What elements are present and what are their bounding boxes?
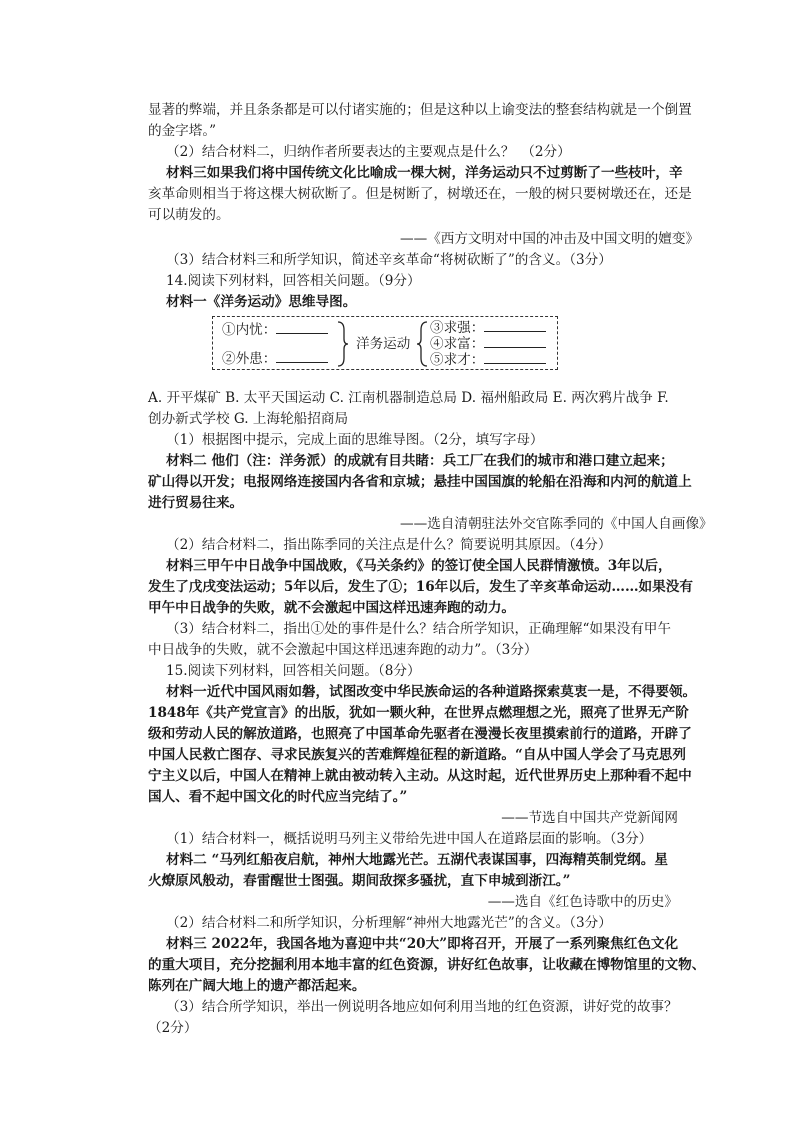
text-line: 中国人民救亡图存、寻求民族复兴的苦难辉煌征程的新道路。“自从中国人学会了马克思列 xyxy=(148,747,686,763)
text-line: 宁主义以后，中国人在精神上就由被动转入主动。从这时起，近代世界历史上那种看不起中 xyxy=(148,768,692,784)
answer-blank[interactable] xyxy=(276,320,328,334)
material-2-line: 材料二 他们（注：洋务派）的成就有目共睹：兵工厂在我们的城市和港口建立起来； xyxy=(166,453,674,469)
text-line: 发生了戊戌变法运动；5年以后，发生了①；16年以后，发生了辛亥革命运动……如果没有 xyxy=(148,579,693,595)
text-line: 的重大项目，充分挖掘利用本地丰富的红色资源，讲好红色故事，让收藏在博物馆里的文物、 xyxy=(148,957,706,973)
question-13-3: （3）结合材料三和所学知识，简述辛亥革命“将树砍断了”的含义。（3分） xyxy=(166,252,612,268)
text-line: 进行贸易往来。 xyxy=(148,495,244,511)
question-14-3: （3）结合材料二，指出①处的事件是什么？结合所学知识，正确理解“如果没有甲午 xyxy=(166,621,671,637)
text-line: （2分） xyxy=(148,1020,198,1036)
text-line: 陈列在广阔大地上的遗产都活起来。 xyxy=(148,978,366,994)
source-citation: ——节选自中国共产党新闻网 xyxy=(501,810,678,826)
mindmap-right-2-label: ④求富： xyxy=(430,336,485,352)
right-brace-icon xyxy=(336,320,350,368)
source-citation: ——《西方文明对中国的冲击及中国文明的嬗变》 xyxy=(400,231,700,247)
source-citation: ——选自《红色诗歌中的历史》 xyxy=(487,894,678,910)
options-line: 创办新式学校 G. 上海轮船招商局 xyxy=(148,411,349,427)
question-15-heading: 15.阅读下列材料，回答相关问题。（8分） xyxy=(166,663,421,679)
mindmap-left-2-label: ②外患： xyxy=(222,351,277,367)
mindmap-left-1-label: ①内忧： xyxy=(222,322,277,338)
mindmap-center: 洋务运动 xyxy=(356,336,411,352)
left-brace-icon xyxy=(415,320,429,368)
text-line: 中日战争的失败，就不会激起中国这样迅速奔跑的动力”。（3分） xyxy=(148,642,538,658)
mindmap-right-3-label: ⑤求才： xyxy=(430,352,485,368)
material-3-line: 材料三如果我们将中国传统文化比喻成一棵大树，洋务运动只不过剪断了一些枝叶，辛 xyxy=(166,165,683,181)
question-15-2: （2）结合材料二和所学知识，分析理解“神州大地露光芒”的含义。（3分） xyxy=(166,915,612,931)
question-14-2: （2）结合材料二，指出陈季同的关注点是什么？简要说明其原因。（4分） xyxy=(166,537,612,553)
text-line: 火燎原风般动，春雷醒世士图强。期间敌探多骚扰，直下申城到浙江。” xyxy=(148,873,571,889)
answer-blank[interactable] xyxy=(276,349,328,363)
text-line: 亥革命则相当于将这棵大树砍断了。但是树断了，树墩还在，一般的树只要树墩还在，还是 xyxy=(148,186,692,202)
question-14-heading: 14.阅读下列材料，回答相关问题。（9分） xyxy=(166,273,421,289)
text-line: 级和劳动人民的解放道路，也照亮了中国革命先驱者在漫漫长夜里摸索前行的道路，开辟了 xyxy=(148,726,692,742)
answer-blank[interactable] xyxy=(484,350,546,364)
text-line: 1848年《共产党宣言》的出版，犹如一颗火种，在世界点燃理想之光，照亮了世界无产阶 xyxy=(148,705,689,721)
question-15-3: （3）结合所学知识，举出一例说明各地应如何利用当地的红色资源，讲好党的故事？ xyxy=(166,999,678,1015)
mindmap-right-3 xyxy=(430,350,546,369)
question-13-2: （2）结合材料二，归纳作者所要表达的主要观点是什么？ （2分） xyxy=(166,144,571,160)
mindmap-left-1 xyxy=(222,320,328,339)
options-line: A. 开平煤矿 B. 太平天国运动 C. 江南机器制造总局 D. 福州船政局 E. 两次鸦片战争 F. xyxy=(148,390,669,406)
mindmap-left-2 xyxy=(222,349,328,368)
text-line: 国人、看不起中国文化的时代应当完结了。” xyxy=(148,789,408,805)
answer-blank[interactable] xyxy=(484,334,546,348)
question-14-1: （1）根据图中提示，完成上面的思维导图。（2分，填写字母） xyxy=(166,432,544,448)
material-1-line: 材料一近代中国风雨如磐，试图改变中华民族命运的各种道路探索莫衷一是，不得要领。 xyxy=(166,684,697,700)
answer-blank[interactable] xyxy=(484,318,546,332)
material-3-line: 材料三甲午中日战争中国战败，《马关条约》的签订使全国人民群情激愤。3年以后， xyxy=(166,558,672,574)
question-15-1: （1）结合材料一，概括说明马列主义带给先进中国人在道路层面的影响。（3分） xyxy=(166,831,653,847)
text-line: 甲午中日战争的失败，就不会激起中国这样迅速奔跑的动力。 xyxy=(148,600,516,616)
text-line: 矿山得以开发；电报网络连接国内各省和京城；悬挂中国国旗的轮船在沿海和内河的航道上 xyxy=(148,474,692,490)
text-line: 显著的弊端，并且条条都是可以付诸实施的；但是这种以上谕变法的整套结构就是一个倒置 xyxy=(148,102,692,118)
source-citation: ——选自清朝驻法外交官陈季同的《中国人自画像》 xyxy=(400,516,713,532)
material-1-line: 材料一《洋务运动》思维导图。 xyxy=(166,294,357,310)
material-3-line: 材料三 2022年，我国各地为喜迎中共“20大”即将召开，开展了一系列聚焦红色文化 xyxy=(166,936,679,952)
text-line: 的金字塔。” xyxy=(148,123,217,139)
material-2-line: 材料二 “马列红船夜启航，神州大地露光芒。五湖代表谋国事，四海精英制党纲。星 xyxy=(166,852,668,868)
mindmap-right-1-label: ③求强： xyxy=(430,320,485,336)
text-line: 可以萌发的。 xyxy=(148,207,230,223)
